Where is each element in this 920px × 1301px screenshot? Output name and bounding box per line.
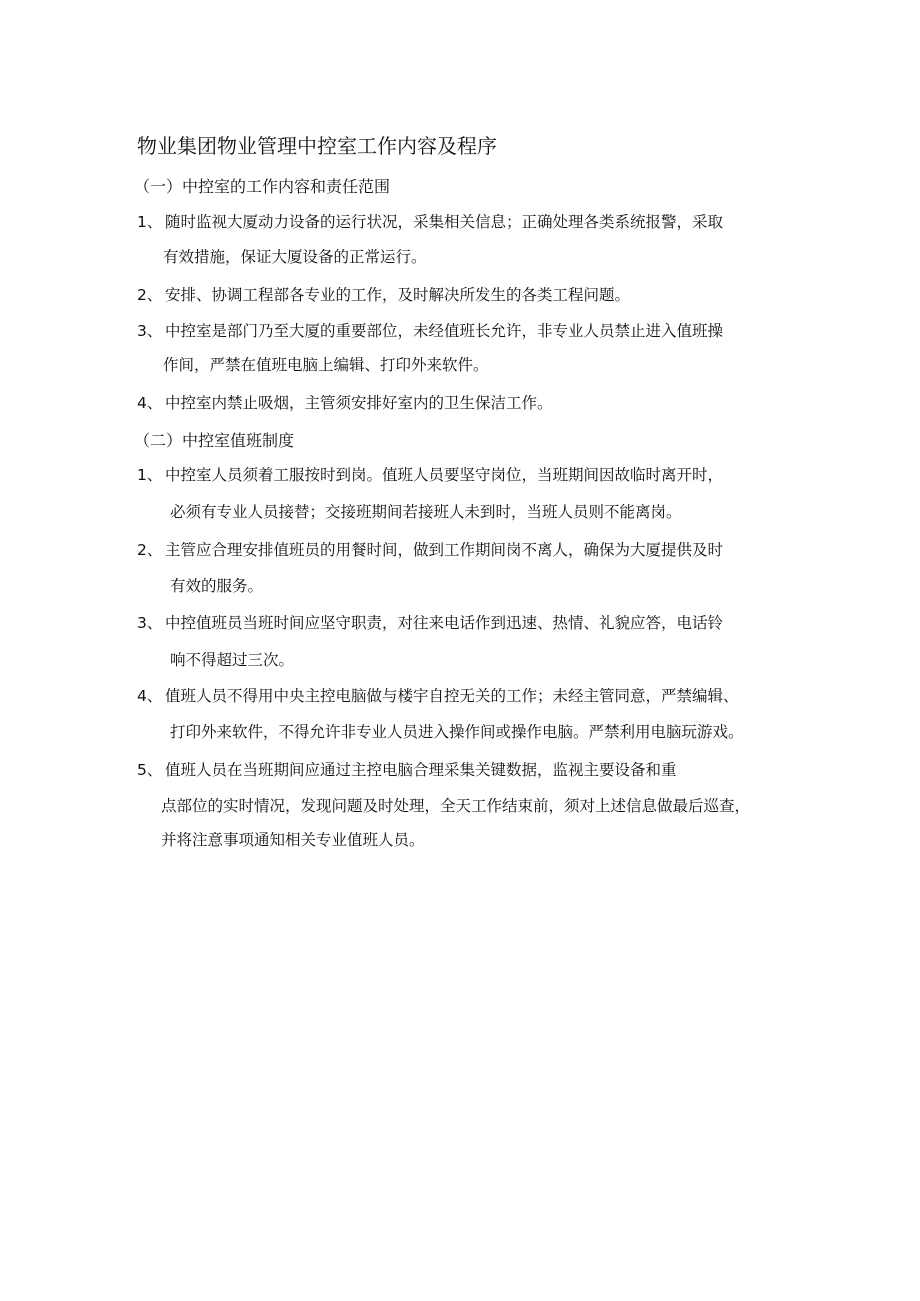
- item-continuation: 必须有专业人员接替；交接班期间若接班人未到时，当班人员则不能离岗。: [170, 503, 682, 521]
- item-number: 2、: [137, 286, 163, 304]
- list-item: [137, 540, 723, 560]
- item-continuation: 点部位的实时情况，发现问题及时处理，全天工作结束前，须对上述信息做最后巡查，: [161, 797, 751, 815]
- item-continuation: 有效的服务。: [170, 577, 264, 595]
- item-continuation: 作间，严禁在值班电脑上编辑、打印外来软件。: [163, 356, 489, 374]
- section-heading-1: （一）中控室的工作内容和责任范围: [134, 177, 391, 196]
- item-number: 1、: [137, 466, 163, 484]
- list-item: [137, 393, 553, 413]
- item-continuation: 响不得超过三次。: [170, 651, 295, 669]
- item-number: 3、: [137, 614, 163, 632]
- item-text: 随时监视大厦动力设备的运行状况，采集相关信息；正确处理各类系统报警，采取: [165, 213, 724, 231]
- item-continuation: 有效措施，保证大厦设备的正常运行。: [163, 248, 427, 266]
- item-number: 1、: [137, 213, 163, 231]
- item-continuation: 并将注意事项通知相关专业值班人员。: [161, 831, 425, 849]
- list-item: [137, 686, 739, 706]
- item-number: 2、: [137, 541, 163, 559]
- section-heading-2: （二）中控室值班制度: [134, 431, 295, 450]
- list-item: [137, 321, 723, 341]
- item-text: 值班人员在当班期间应通过主控电脑合理采集关键数据，监视主要设备和重: [165, 761, 677, 779]
- list-item: [137, 613, 723, 633]
- item-text: 中控值班员当班时间应坚守职责，对往来电话作到迅速、热情、礼貌应答，电话铃: [165, 614, 724, 632]
- item-text: 中控室内禁止吸烟，主管须安排好室内的卫生保洁工作。: [165, 394, 553, 412]
- item-number: 5、: [137, 761, 163, 779]
- item-text: 中控室人员须着工服按时到岗。值班人员要坚守岗位，当班期间因故临时离开时，: [165, 466, 724, 484]
- list-item: [137, 760, 677, 780]
- list-item: [137, 212, 723, 232]
- item-text: 中控室是部门乃至大厦的重要部位，未经值班长允许，非专业人员禁止进入值班操: [165, 322, 724, 340]
- item-text: 主管应合理安排值班员的用餐时间，做到工作期间岗不离人，确保为大厦提供及时: [165, 541, 724, 559]
- item-number: 4、: [137, 394, 163, 412]
- list-item: [137, 285, 630, 305]
- list-item: [137, 465, 723, 485]
- item-number: 3、: [137, 322, 163, 340]
- item-number: 4、: [137, 687, 163, 705]
- item-text: 安排、协调工程部各专业的工作，及时解决所发生的各类工程问题。: [165, 286, 631, 304]
- item-text: 值班人员不得用中央主控电脑做与楼宇自控无关的工作；未经主管同意，严禁编辑、: [165, 687, 739, 705]
- document-title: 物业集团物业管理中控室工作内容及程序: [137, 134, 497, 158]
- item-continuation: 打印外来软件，不得允许非专业人员进入操作间或操作电脑。严禁利用电脑玩游戏。: [170, 723, 744, 741]
